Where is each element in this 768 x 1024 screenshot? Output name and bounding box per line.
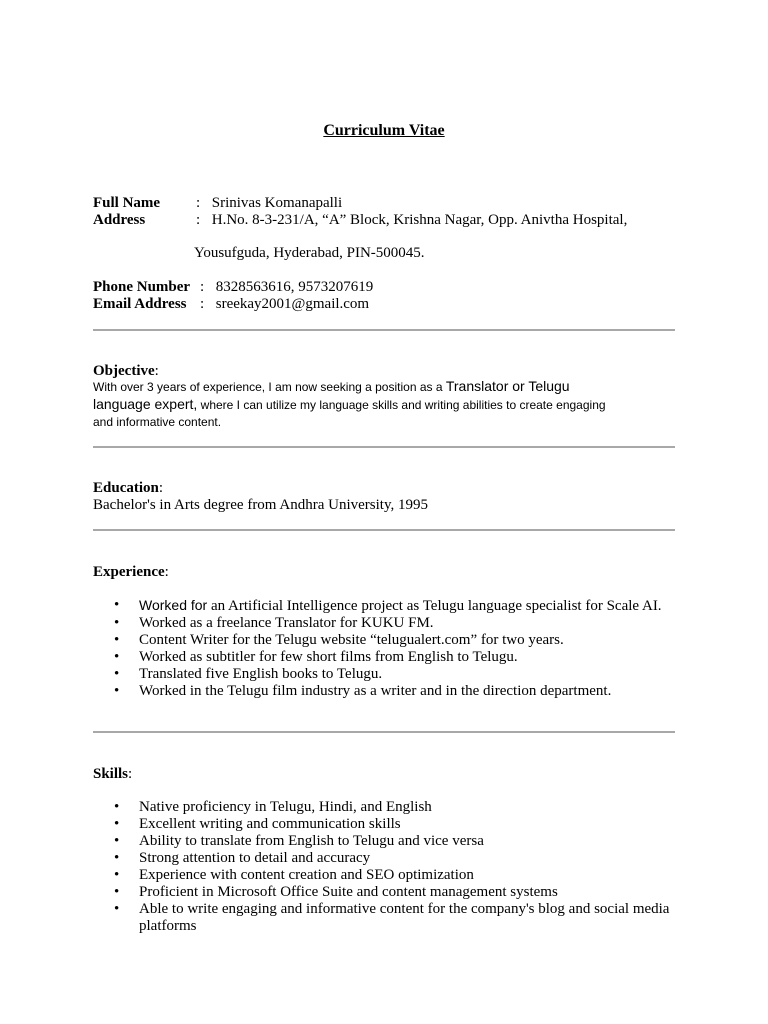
list-item: • Translated five English books to Telugu. — [93, 666, 683, 683]
education-heading-text: Education — [93, 480, 159, 496]
list-item: • Able to write engaging and informative content for the company's blog and social media platforms — [93, 901, 683, 935]
list-item: • Proficient in Microsoft Office Suite and content management systems — [93, 884, 683, 901]
full-name-separator: : — [196, 195, 201, 211]
list-item: • Worked in the Telugu film industry as a writer and in the direction department. — [93, 683, 683, 700]
email-value: sreekay2001@gmail.com — [215, 296, 370, 312]
skills-heading — [93, 765, 132, 783]
phone-value: 8328563616, 9573207619 — [215, 279, 374, 295]
address-row — [93, 211, 627, 229]
list-item — [93, 597, 683, 615]
objective-heading-colon: : — [154, 363, 159, 379]
experience-heading-text: Experience — [93, 564, 165, 580]
education-text: Bachelor's in Arts degree from Andhra University, 1995 — [93, 497, 428, 513]
education-heading — [93, 479, 163, 497]
section-divider — [93, 731, 675, 733]
document-title: Curriculum Vitae — [323, 122, 445, 139]
section-divider — [93, 529, 675, 531]
experience-heading-colon: : — [164, 564, 169, 580]
list-item: • Native proficiency in Telugu, Hindi, and English — [93, 799, 683, 816]
phone-separator: : — [200, 279, 205, 295]
objective-emphasis-2: language expert, — [93, 396, 198, 412]
list-item: • Content Writer for the Telugu website “telugualert.com” for two years. — [93, 632, 683, 649]
list-item: • Excellent writing and communication skills — [93, 816, 683, 833]
list-item: • Strong attention to detail and accuracy — [93, 850, 683, 867]
full-name-row — [93, 194, 342, 212]
objective-emphasis-1: Translator or Telugu — [445, 378, 570, 394]
objective-text-part-1: With over 3 years of experience, I am now seeking a position as a — [93, 380, 446, 394]
address-line-1: H.No. 8-3-231/A, “A” Block, Krishna Nagar, Opp. Anivtha Hospital, — [211, 212, 628, 228]
skills-list — [93, 799, 683, 935]
email-label: Email Address — [93, 296, 187, 312]
email-separator: : — [200, 296, 205, 312]
email-row — [93, 295, 369, 313]
address-line-2: Yousufguda, Hyderabad, PIN-500045. — [194, 245, 425, 261]
address-label: Address — [93, 212, 146, 228]
objective-text — [93, 378, 683, 431]
list-item: • Experience with content creation and SEO optimization — [93, 867, 683, 884]
objective-text-part-3: and informative content. — [93, 415, 222, 429]
experience-item-lead: Worked for — [139, 597, 208, 613]
phone-row — [93, 278, 373, 296]
objective-heading-text: Objective — [93, 363, 155, 379]
list-item: • Ability to translate from English to Telugu and vice versa — [93, 833, 683, 850]
section-divider — [93, 329, 675, 331]
skills-heading-text: Skills — [93, 766, 129, 782]
experience-list — [93, 597, 683, 700]
full-name-value: Srinivas Komanapalli — [211, 195, 343, 211]
full-name-label: Full Name — [93, 195, 161, 211]
objective-text-part-2: where I can utilize my language skills and writing abilities to create engaging — [197, 398, 606, 412]
experience-heading — [93, 563, 169, 581]
list-item: • Worked as subtitler for few short films from English to Telugu. — [93, 649, 683, 666]
experience-item-rest: an Artificial Intelligence project as Telugu language specialist for Scale AI. — [207, 598, 662, 614]
skills-heading-colon: : — [128, 766, 133, 782]
section-divider — [93, 446, 675, 448]
address-separator: : — [196, 212, 201, 228]
list-item: • Worked as a freelance Translator for KUKU FM. — [93, 615, 683, 632]
phone-label: Phone Number — [93, 279, 191, 295]
education-heading-colon: : — [158, 480, 164, 496]
